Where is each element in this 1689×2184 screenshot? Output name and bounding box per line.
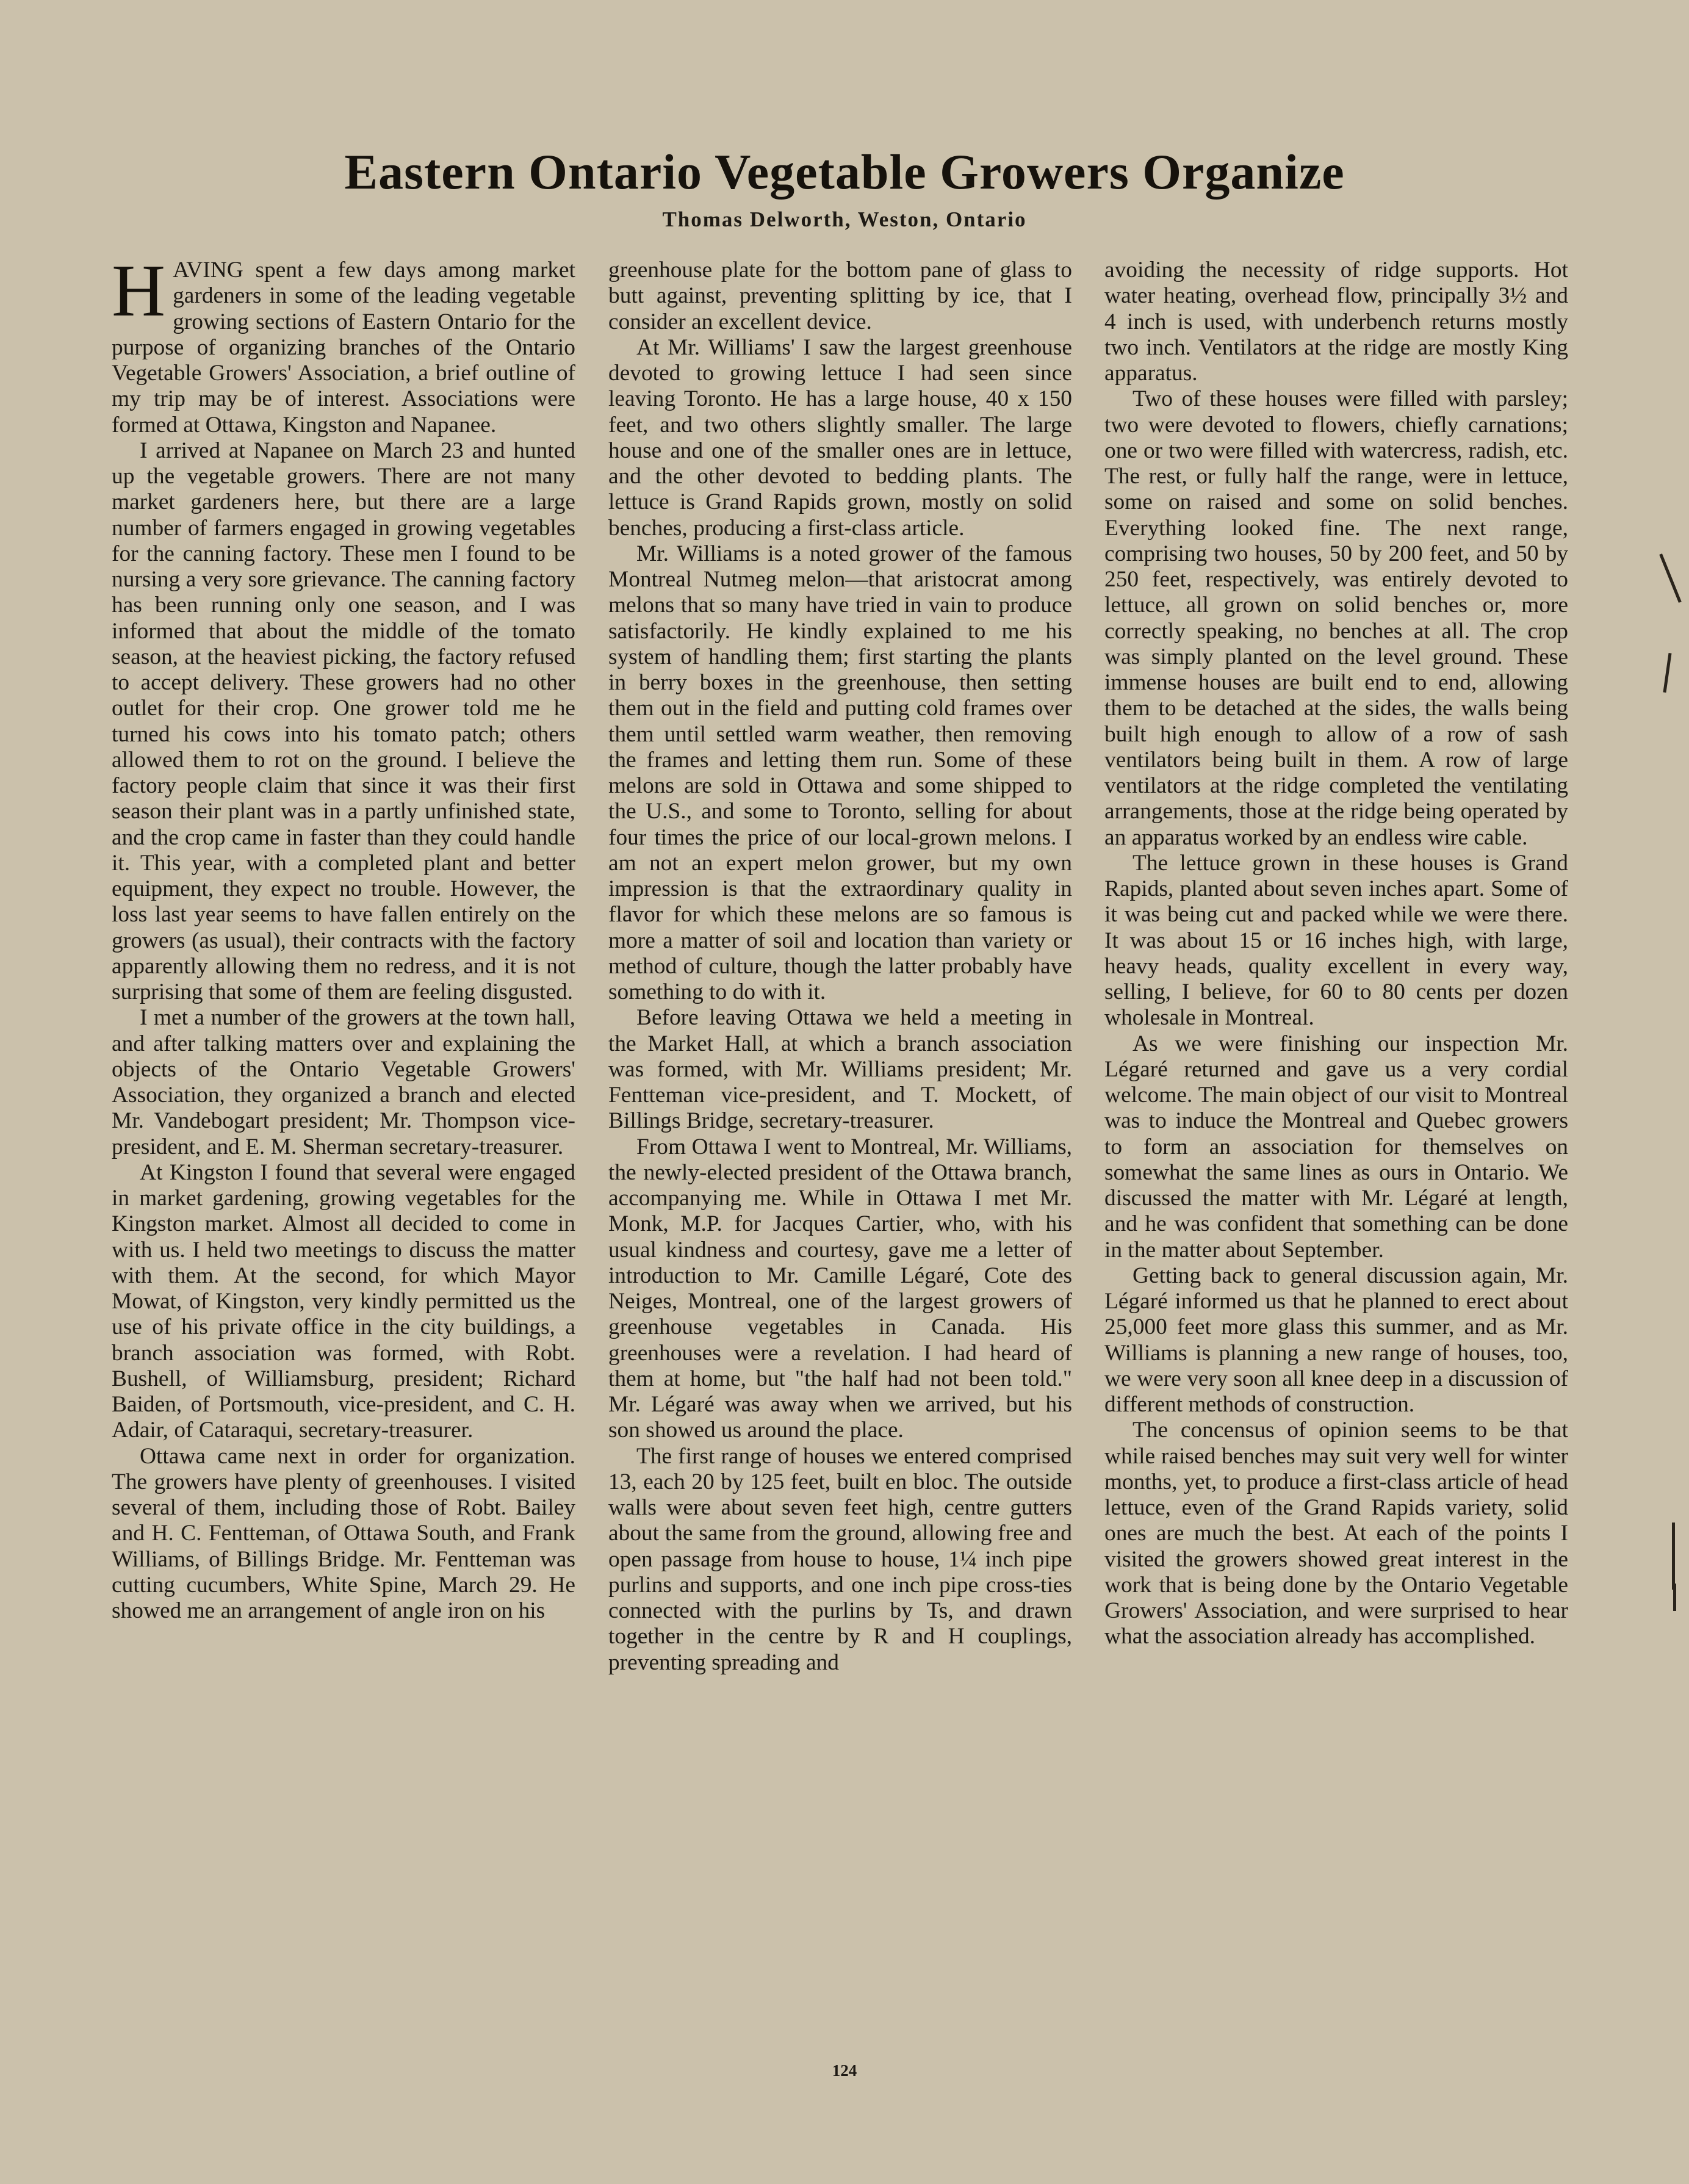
paragraph: Getting back to general discussion again, Mr. Légaré informed us that he planned to erect about 25,000 feet more glass this summer, and as Mr. Williams is planning a new range of houses, too, we were very soon all knee deep in a discussion of different methods of construction. xyxy=(1104,1263,1568,1417)
paragraph: The concensus of opinion seems to be that while raised benches may suit very well for winter months, yet, to produce a first-class article of head lettuce, even of the Grand Rapids variety, solid ones are much the best. At each of the points I visited the growers showed great interest in the work that is being done by the Ontario Vegetable Growers' Association, and were surprised to hear what the association already has accomplished. xyxy=(1104,1418,1568,1649)
page-number: 124 xyxy=(832,2061,857,2080)
paragraph: I arrived at Napanee on March 23 and hunted up the vegetable growers. There are not many market gardeners here, but there are a large number of farmers engaged in growing vegetables for the canning factory. These men I found to be nursing a very sore grievance. The canning factory has been running only one season, and I was informed that about the middle of the tomato season, at the heaviest picking, the factory refused to accept delivery. These growers had no other outlet for their crop. One grower told me he turned his cows into his tomato patch; others allowed them to rot on the ground. I believe the factory people claim that since it was their first season their plant was in a partly unfinished state, and the crop came in faster than they could handle it. This year, with a completed plant and better equipment, they expect no trouble. However, the loss last year seems to have fallen entirely on the growers (as usual), their contracts with the factory apparently allowing them no redress, and it is not surprising that some of them are feeling disgusted. xyxy=(112,438,575,1004)
paragraph: I met a number of the growers at the town hall, and after talking matters over and explaining the objects of the Ontario Vegetable Growers' Association, they organized a branch and elected Mr. Vandebogart president; Mr. Thompson vice-president, and E. M. Sherman secretary-treasurer. xyxy=(112,1005,575,1159)
paragraph: Before leaving Ottawa we held a meeting in the Market Hall, at which a branch association was formed, with Mr. Williams president; Mr. Fentteman vice-president, and T. Mockett, of Billings Bridge, secretary-treasurer. xyxy=(608,1005,1072,1134)
column-2 xyxy=(608,258,1072,2039)
opening-text: AVING spent a few days among market gardeners in some of the leading vegetable growing sections of Eastern Ontario for the purpose of organizing branches of the Ontario Vegetable Growers' Association, a brief outline of my trip may be of interest. Associations were formed at Ottawa, Kingston and Napanee. xyxy=(112,258,575,438)
paragraph: At Kingston I found that several were engaged in market gardening, growing vegetables for the Kingston market. Almost all decided to come in with us. I held two meetings to discuss the matter with them. At the second, for which Mayor Mowat, of Kingston, very kindly permitted us the use of his private office in the city buildings, a branch association was formed, with Robt. Bushell, of Williamsburg, president; Richard Baiden, of Portsmouth, vice-president, and C. H. Adair, of Cataraqui, secretary-treasurer. xyxy=(112,1159,575,1443)
paragraph: From Ottawa I went to Montreal, Mr. Williams, the newly-elected president of the Ottawa branch, accompanying me. While in Ottawa I met Mr. Monk, M.P. for Jacques Cartier, who, with his usual kindness and courtesy, gave me a letter of introduction to Mr. Camille Légaré, Cote des Neiges, Montreal, one of the largest growers of greenhouse vegetables in Canada. His greenhouses were a revelation. I had heard of them at home, but "the half had not been told." Mr. Légaré was away when we arrived, but his son showed us around the place. xyxy=(608,1134,1072,1443)
margin-mark xyxy=(1672,1523,1675,1590)
article-title: Eastern Ontario Vegetable Growers Organize xyxy=(344,144,1345,200)
paragraph: The first range of houses we entered comprised 13, each 20 by 125 feet, built en bloc. The outside walls were about seven feet high, centre gutters about the same from the ground, allowing free and open passage from house to house, 1¼ inch pipe purlins and supports, and one inch pipe cross-ties connected with the purlins by Ts, and drawn together in the centre by R and H couplings, preventing spreading and xyxy=(608,1443,1072,1675)
margin-mark xyxy=(1663,653,1672,693)
paragraph: The lettuce grown in these houses is Grand Rapids, planted about seven inches apart. Some of it was being cut and packed while we were there. It was about 15 or 16 inches high, with large, heavy heads, quality excellent in every way, selling, I believe, for 60 to 80 cents per dozen wholesale in Montreal. xyxy=(1104,850,1568,1031)
article-byline: Thomas Delworth, Weston, Ontario xyxy=(662,207,1027,231)
paragraph-continued: avoiding the necessity of ridge supports. Hot water heating, overhead flow, principally 3½ and 4 inch is used, with underbench returns mostly two inch. Ventilators at the ridge are mostly King apparatus. xyxy=(1104,258,1568,386)
margin-mark xyxy=(1673,1584,1676,1611)
paragraph: Ottawa came next in order for organization. The growers have plenty of greenhouses. I visited several of them, including those of Robt. Bailey and H. C. Fentteman, of Ottawa South, and Frank Williams, of Billings Bridge. Mr. Fentteman was cutting cucumbers, White Spine, March 29. He showed me an arrangement of angle iron on his xyxy=(112,1443,575,1623)
column-3 xyxy=(1104,258,1568,2039)
column-1 xyxy=(112,258,575,2039)
paragraph: At Mr. Williams' I saw the largest greenhouse devoted to growing lettuce I had seen since leaving Toronto. He has a large house, 40 x 150 feet, and two others slightly smaller. The large house and one of the smaller ones are in lettuce, and the other devoted to bedding plants. The lettuce is Grand Rapids grown, mostly on solid benches, producing a first-class article. xyxy=(608,334,1072,541)
paragraph-continued: greenhouse plate for the bottom pane of glass to butt against, preventing splitting by ice, that I consider an excellent device. xyxy=(608,258,1072,334)
paragraph: Mr. Williams is a noted grower of the famous Montreal Nutmeg melon—that aristocrat among melons that so many have tried in vain to produce satisfactorily. He kindly explained to me his system of handling them; first starting the plants in berry boxes in the greenhouse, then setting them out in the field and putting cold frames over them until settled warm weather, then removing the frames and letting them run. Some of these melons are sold in Ottawa and some shipped to the U.S., and some to Toronto, selling for about four times the price of our local-grown melons. I am not an expert melon grower, but my own impression is that the extraordinary quality in flavor for which these melons are so famous is more a matter of soil and location than variety or method of culture, though the latter probably have something to do with it. xyxy=(608,541,1072,1004)
paragraph: As we were finishing our inspection Mr. Légaré returned and gave us a very cordial welcome. The main object of our visit to Montreal was to induce the Montreal and Quebec growers to form an association for themselves on somewhat the same lines as ours in Ontario. We discussed the matter with Mr. Légaré at length, and he was confident that something can be done in the matter about September. xyxy=(1104,1031,1568,1263)
paragraph: Two of these houses were filled with parsley; two were devoted to flowers, chiefly carnations; one or two were filled with watercress, radish, etc. The rest, or fully half the range, were in lettuce, some on raised and some on solid benches. Everything looked fine. The next range, comprising two houses, 50 by 200 feet, and 50 by 250 feet, respectively, was entirely devoted to lettuce, all grown on solid benches or, more correctly speaking, no benches at all. The crop was simply planted on the level ground. These immense houses are built end to end, allowing them to be detached at the sides, the walls being built high enough to allow of a row of sash ventilators being built in them. A row of large ventilators at the ridge completed the ventilating arrangements, those at the ridge being operated by an apparatus worked by an endless wire cable. xyxy=(1104,386,1568,850)
margin-mark xyxy=(1659,553,1681,603)
opening-paragraph xyxy=(112,258,575,438)
drop-cap: H xyxy=(112,258,166,332)
